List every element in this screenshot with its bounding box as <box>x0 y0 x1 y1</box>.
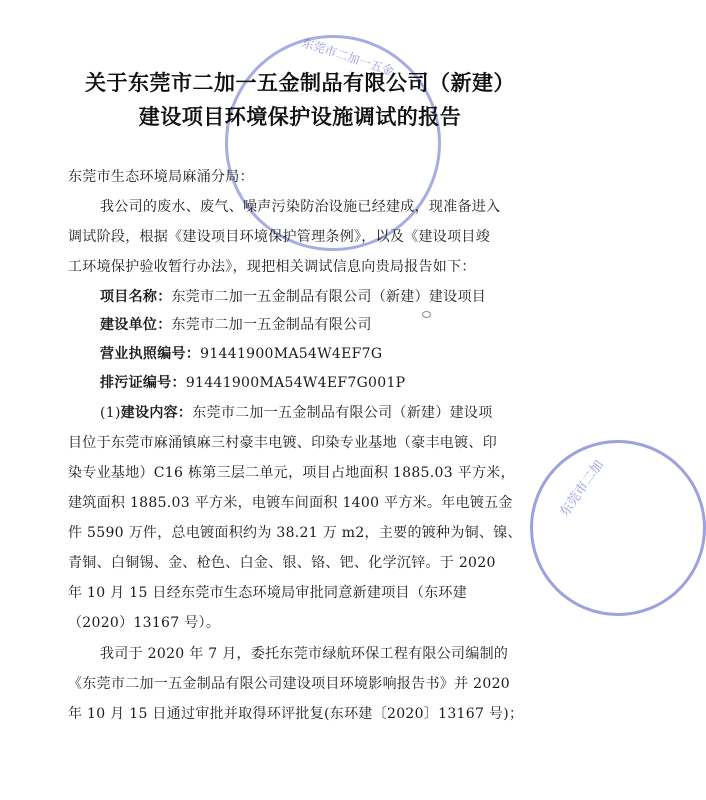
content-line-5: 件 5590 万件，总电镀面积约为 38.21 万 m2，主要的镀种为铜、镍、 <box>68 525 522 541</box>
field-unit <box>100 314 372 334</box>
para2-line-3: 年 10 月 15 日通过审批并取得环评批复(东环建〔2020〕13167 号)； <box>68 706 524 722</box>
intro-line-2: 调试阶段，根据《建设项目环境保护管理条例》，以及《建设项目竣 <box>68 229 490 245</box>
intro-line-3: 工环境保护验收暂行办法》，现把相关调试信息向贵局报告如下： <box>68 259 476 275</box>
pen-mark <box>422 311 431 318</box>
seal-text-top: 东莞市二加一五金 <box>300 35 396 79</box>
addressee: 东莞市生态环境局麻涌分局： <box>68 169 254 185</box>
company-seal-right <box>530 440 706 616</box>
content-line-7: 年 10 月 15 日经东莞市生态环境局审批同意新建项目（东环建 <box>68 585 468 601</box>
content-first-text: 东莞市二加一五金制品有限公司（新建）建设项 <box>192 405 493 421</box>
field-project-name <box>100 286 486 306</box>
content-line-1 <box>100 402 493 422</box>
content-line-4: 建筑面积 1885.03 平方米，电镀车间面积 1400 平方米。年电镀五金 <box>68 495 513 511</box>
content-line-8: （2020）13167 号）。 <box>68 615 221 631</box>
project-name-value: 东莞市二加一五金制品有限公司（新建）建设项目 <box>171 289 487 305</box>
license-label: 营业执照编号： <box>100 346 201 362</box>
unit-label: 建设单位： <box>100 317 172 333</box>
content-line-2: 目位于东莞市麻涌镇麻三村豪丰电镀、印染专业基地（豪丰电镀、印 <box>68 435 497 451</box>
content-line-6: 青铜、白铜锡、金、枪色、白金、银、铬、钯、化学沉锌。于 2020 <box>68 555 496 571</box>
para2-line-1: 我司于 2020 年 7 月，委托东莞市绿航环保工程有限公司编制的 <box>100 646 509 662</box>
document-title-line-1: 关于东莞市二加一五金制品有限公司（新建） <box>85 71 515 95</box>
seal-text-right: 东莞市二加 <box>557 457 607 520</box>
permit-value: 91441900MA54W4EF7G001P <box>185 375 406 391</box>
document-title-line-2: 建设项目环境保护设施调试的报告 <box>138 105 462 129</box>
project-name-label: 项目名称： <box>100 289 172 305</box>
content-line-3: 染专业基地）C16 栋第三层二单元，项目占地面积 1885.03 平方米， <box>68 465 515 481</box>
content-prefix: (1) <box>100 405 121 421</box>
field-permit <box>100 372 405 392</box>
intro-line-1: 我公司的废水、废气、噪声污染防治设施已经建成，现准备进入 <box>100 199 501 215</box>
para2-line-2: 《东莞市二加一五金制品有限公司建设项目环境影响报告书》并 2020 <box>68 676 510 692</box>
license-value: 91441900MA54W4EF7G <box>200 346 383 362</box>
unit-value: 东莞市二加一五金制品有限公司 <box>171 317 372 333</box>
content-label: 建设内容： <box>120 405 193 421</box>
field-license <box>100 343 382 363</box>
permit-label: 排污证编号： <box>100 375 186 391</box>
